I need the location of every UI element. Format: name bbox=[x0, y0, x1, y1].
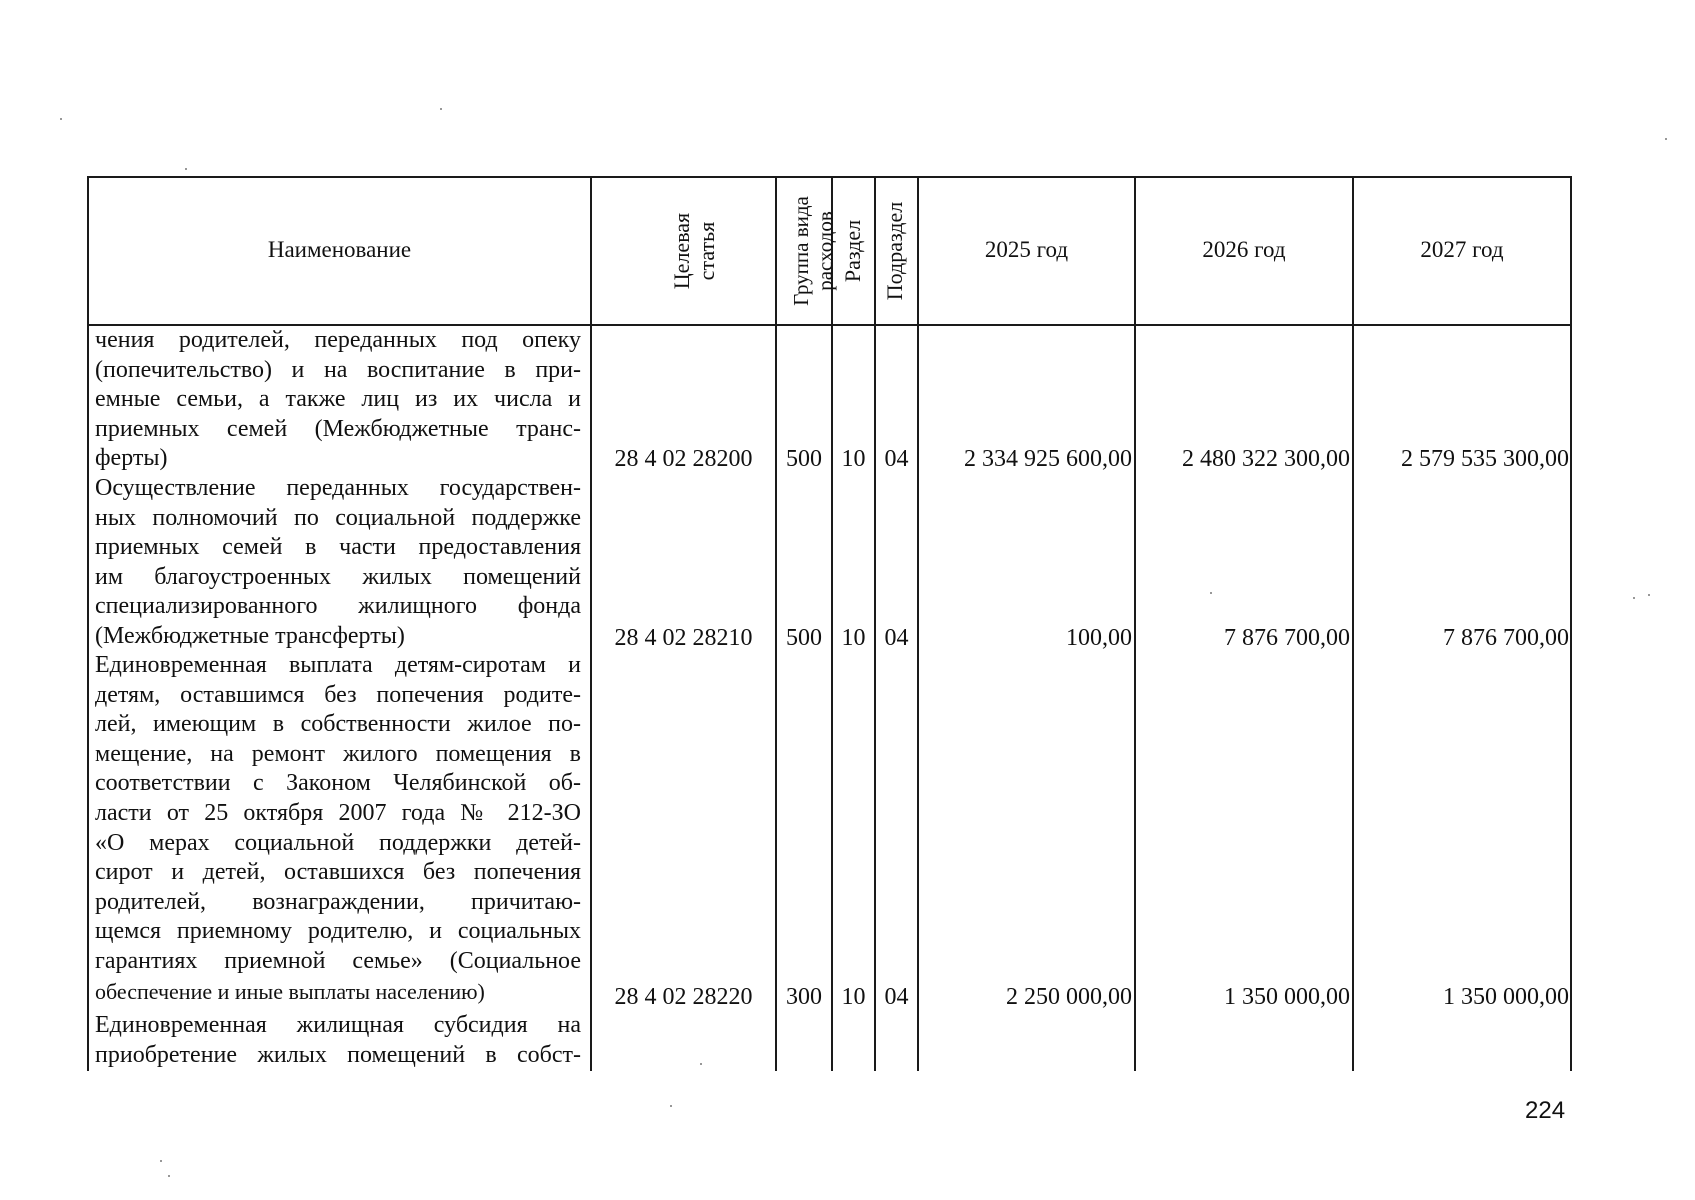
scan-speck bbox=[1648, 594, 1650, 596]
row-2-subsection: 04 bbox=[884, 625, 909, 651]
row-1-description bbox=[95, 326, 581, 474]
row-3-2027: 1 350 000,00 bbox=[1443, 984, 1569, 1010]
header-section bbox=[840, 181, 868, 321]
row-2-line: специализированного жилищного фонда bbox=[95, 593, 581, 620]
header-section-text: Раздел bbox=[840, 219, 865, 283]
scan-speck bbox=[670, 1105, 672, 1107]
row-2-line: (Межбюджетные трансферты) bbox=[95, 622, 405, 649]
row-3-line: «О мерах социальной поддержки детей- bbox=[95, 829, 581, 856]
row-3-line: гарантиях приемной семье» (Социальное bbox=[95, 947, 581, 974]
row-3-2026: 1 350 000,00 bbox=[1224, 984, 1350, 1010]
header-target-article bbox=[669, 176, 719, 326]
row-1-2026: 2 480 322 300,00 bbox=[1182, 446, 1350, 472]
row-1-group: 500 bbox=[786, 446, 822, 472]
row-2-section: 10 bbox=[841, 625, 866, 651]
row-4-description bbox=[95, 1011, 581, 1070]
row-1-2025: 2 334 925 600,00 bbox=[964, 446, 1132, 472]
row-3-subsection: 04 bbox=[884, 984, 909, 1010]
row-3-line: Единовременная выплата детям-сиротам и bbox=[95, 652, 581, 678]
row-1-line: емные семьи, а также лиц из их числа и bbox=[95, 386, 581, 413]
row-1-line: ферты) bbox=[95, 445, 168, 472]
row-2-group: 500 bbox=[786, 625, 822, 651]
header-year-2026: 2026 год bbox=[1202, 237, 1286, 262]
row-2-target: 28 4 02 28210 bbox=[614, 625, 753, 651]
header-subsection-text: Подраздел bbox=[882, 201, 907, 301]
row-2-line: приемных семей в части предоставления bbox=[95, 534, 581, 561]
row-2-line: ных полномочий по социальной поддержке bbox=[95, 504, 581, 531]
table-right-border bbox=[1570, 176, 1572, 1071]
header-subsection bbox=[882, 181, 910, 321]
row-3-line: мещение, на ремонт жилого помещения в bbox=[95, 740, 581, 767]
header-year-2027: 2027 год bbox=[1420, 237, 1504, 262]
row-3-line: родителей, вознаграждении, причитаю- bbox=[95, 888, 581, 915]
scan-speck bbox=[185, 168, 187, 170]
row-1-subsection: 04 bbox=[884, 446, 909, 472]
row-3-target: 28 4 02 28220 bbox=[614, 984, 753, 1010]
row-3-line: обеспечение и иные выплаты населению) bbox=[95, 978, 485, 1004]
row-3-group: 300 bbox=[786, 984, 822, 1010]
row-2-2026: 7 876 700,00 bbox=[1224, 625, 1350, 651]
row-4-line: Единовременная жилищная субсидия на bbox=[95, 1012, 581, 1038]
row-3-line: сирот и детей, оставшихся без попечения bbox=[95, 859, 581, 886]
row-1-line: (попечительство) и на воспитание в при- bbox=[95, 356, 581, 383]
row-3-section: 10 bbox=[841, 984, 866, 1010]
row-2-2027: 7 876 700,00 bbox=[1443, 625, 1569, 651]
row-2-line: им благоустроенных жилых помещений bbox=[95, 563, 581, 590]
scan-speck bbox=[160, 1160, 162, 1162]
row-2-2025: 100,00 bbox=[1066, 625, 1132, 651]
header-name: Наименование bbox=[267, 237, 412, 262]
header-expense-group bbox=[789, 177, 837, 325]
row-4-line: приобретение жилых помещений в собст- bbox=[95, 1041, 581, 1068]
row-1-2027: 2 579 535 300,00 bbox=[1401, 446, 1569, 472]
scan-speck bbox=[168, 1175, 170, 1177]
row-1-target: 28 4 02 28200 bbox=[614, 446, 753, 472]
row-2-description bbox=[95, 474, 581, 652]
budget-table bbox=[87, 176, 1572, 1071]
scan-speck bbox=[60, 118, 62, 120]
header-year-2025: 2025 год bbox=[984, 237, 1069, 262]
header-expense-group-text: Группа вида расходов bbox=[789, 196, 837, 306]
header-target-article-text: Целевая статья bbox=[669, 212, 719, 290]
row-1-line: чения родителей, переданных под опеку bbox=[95, 327, 581, 353]
row-3-2025: 2 250 000,00 bbox=[1006, 984, 1132, 1010]
page-number: 224 bbox=[1525, 1097, 1566, 1124]
row-3-line: лей, имеющим в собственности жилое по- bbox=[95, 711, 581, 738]
row-3-line: соответствии с Законом Челябинской об- bbox=[95, 770, 581, 797]
row-3-line: щемся приемному родителю, и социальных bbox=[95, 918, 581, 945]
row-3-line: детям, оставшимся без попечения родите- bbox=[95, 681, 581, 708]
row-2-line: Осуществление переданных государствен- bbox=[95, 475, 581, 501]
row-1-section: 10 bbox=[841, 446, 866, 472]
row-1-line: приемных семей (Межбюджетные транс- bbox=[95, 415, 581, 442]
scan-speck bbox=[440, 108, 442, 110]
scan-speck bbox=[1633, 597, 1635, 599]
table-left-border bbox=[87, 176, 89, 1071]
row-3-description bbox=[95, 651, 581, 1006]
scan-speck bbox=[1665, 138, 1667, 140]
row-3-line: ласти от 25 октября 2007 года № 212-ЗО bbox=[95, 799, 581, 826]
